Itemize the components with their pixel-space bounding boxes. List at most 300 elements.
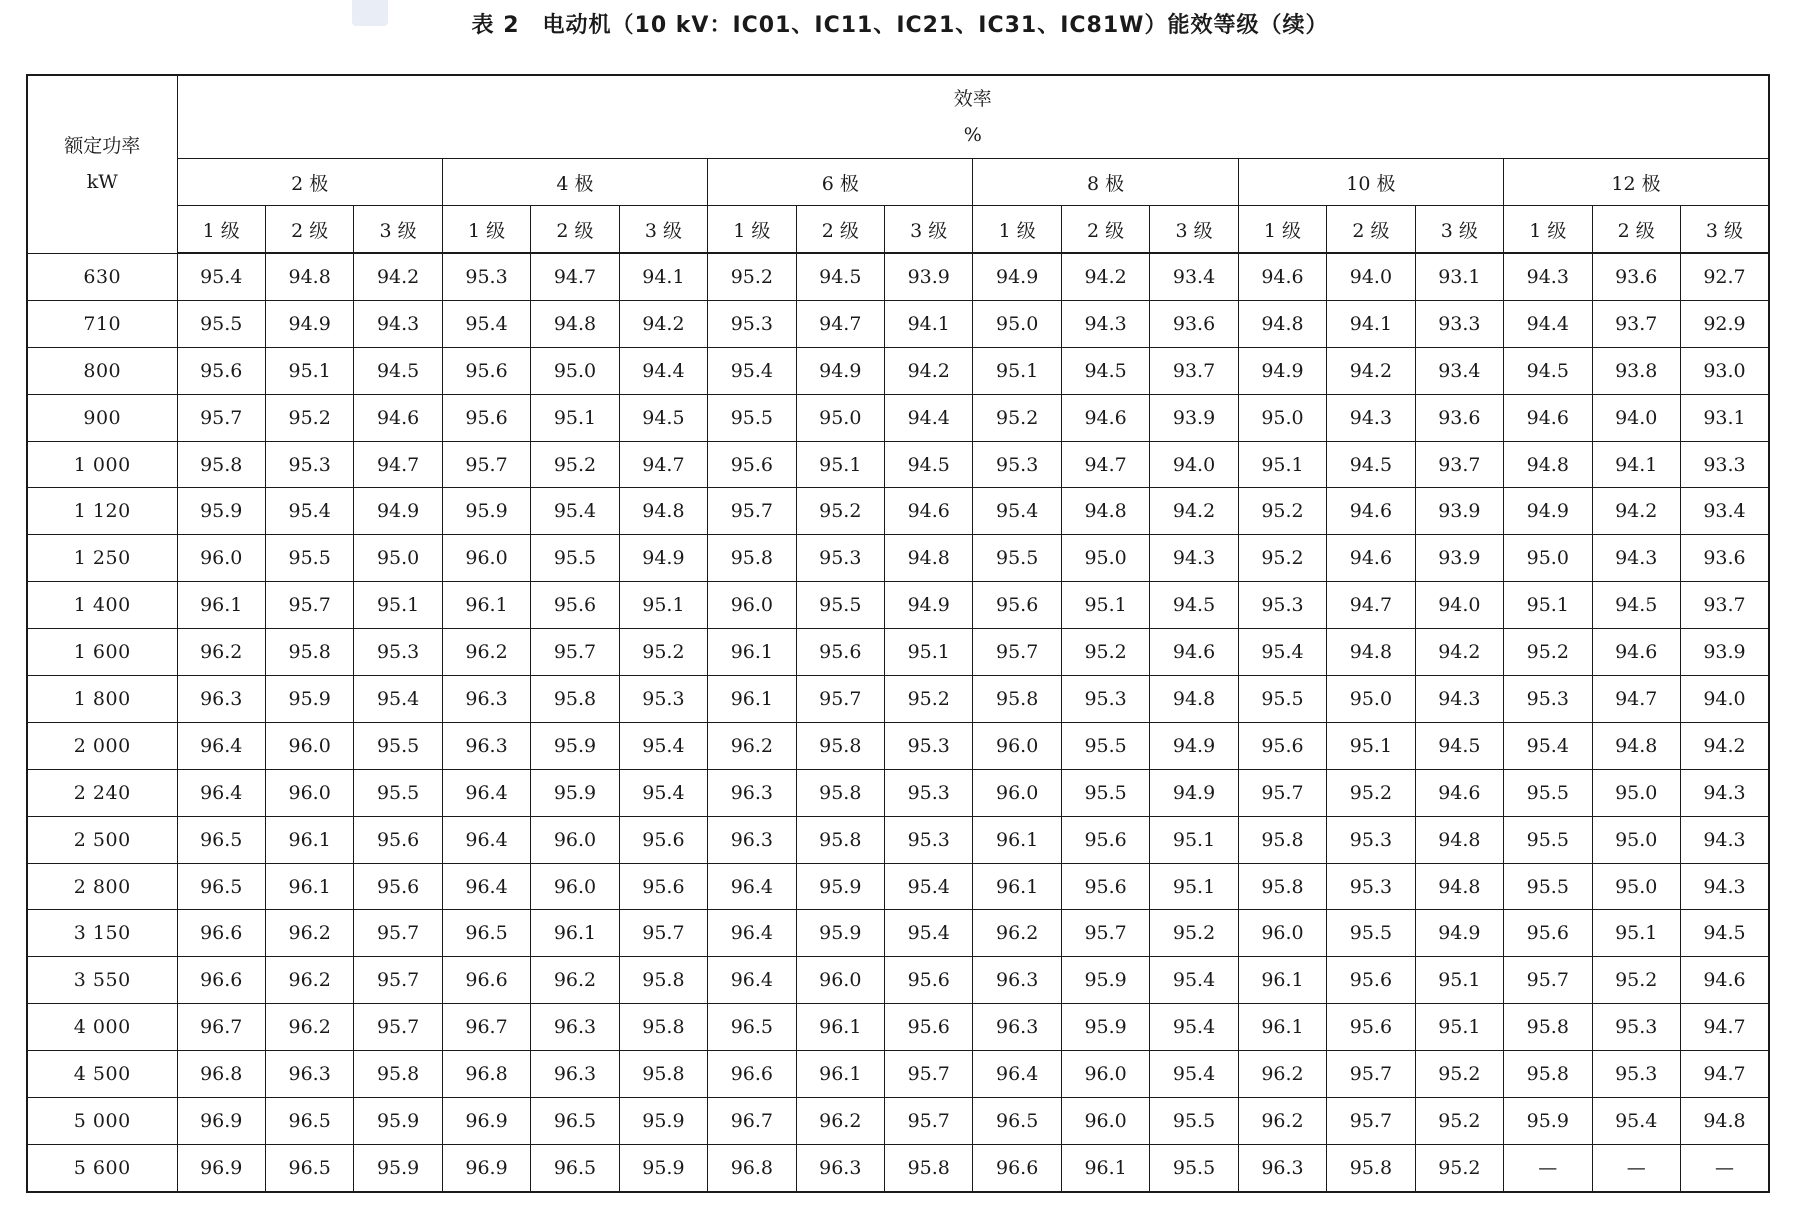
efficiency-cell: 95.7: [1327, 1098, 1415, 1145]
efficiency-cell: 96.9: [177, 1144, 265, 1191]
rated-power-unit: kW: [86, 171, 118, 194]
efficiency-cell: 95.3: [1061, 676, 1149, 723]
efficiency-cell: 95.3: [1504, 676, 1592, 723]
efficiency-cell: 95.8: [885, 1144, 973, 1191]
efficiency-cell: 96.2: [265, 1004, 353, 1051]
efficiency-cell: 95.7: [619, 910, 707, 957]
efficiency-cell: 96.1: [796, 1051, 884, 1098]
efficiency-cell: 93.4: [1415, 347, 1503, 394]
efficiency-cell: 95.3: [885, 722, 973, 769]
grade-header: 1 级: [1504, 206, 1592, 254]
efficiency-cell: 94.7: [619, 441, 707, 488]
efficiency-cell: 94.9: [1415, 910, 1503, 957]
efficiency-cell: 95.4: [885, 910, 973, 957]
efficiency-cell: 94.3: [1150, 535, 1238, 582]
efficiency-label: 效率: [953, 88, 992, 110]
efficiency-cell: 95.6: [619, 863, 707, 910]
efficiency-cell: 94.9: [1504, 488, 1592, 535]
efficiency-cell: 94.3: [1680, 863, 1769, 910]
pole-header: 8 极: [973, 159, 1238, 206]
efficiency-cell: 96.9: [442, 1144, 530, 1191]
efficiency-cell: 96.8: [708, 1144, 796, 1191]
efficiency-cell: 95.3: [1592, 1051, 1680, 1098]
efficiency-cell: 95.5: [1238, 676, 1326, 723]
efficiency-cell: 96.3: [708, 769, 796, 816]
efficiency-cell: 95.2: [1238, 535, 1326, 582]
efficiency-cell: 94.8: [1504, 441, 1592, 488]
efficiency-cell: 96.4: [708, 957, 796, 1004]
efficiency-cell: 96.0: [973, 722, 1061, 769]
efficiency-cell: 96.3: [265, 1051, 353, 1098]
efficiency-cell: 94.2: [1061, 253, 1149, 300]
efficiency-cell: 95.8: [1327, 1144, 1415, 1191]
efficiency-cell: 93.6: [1592, 253, 1680, 300]
rated-power-cell: 1 800: [27, 676, 177, 723]
efficiency-cell: 96.7: [708, 1098, 796, 1145]
efficiency-cell: 95.1: [973, 347, 1061, 394]
efficiency-cell: 94.1: [1327, 300, 1415, 347]
grade-header: 3 级: [885, 206, 973, 254]
rated-power-cell: 5 000: [27, 1098, 177, 1145]
efficiency-cell: 95.4: [885, 863, 973, 910]
efficiency-cell: 94.8: [1150, 676, 1238, 723]
efficiency-cell: 95.7: [885, 1098, 973, 1145]
efficiency-cell: 95.6: [531, 582, 619, 629]
grade-header-row: [27, 206, 1769, 254]
efficiency-cell: 96.0: [796, 957, 884, 1004]
efficiency-cell: 95.5: [1150, 1098, 1238, 1145]
efficiency-cell: 94.9: [1150, 722, 1238, 769]
efficiency-cell: 96.0: [265, 769, 353, 816]
rated-power-cell: 1 600: [27, 629, 177, 676]
efficiency-cell: 95.0: [354, 535, 442, 582]
efficiency-cell: 95.9: [354, 1144, 442, 1191]
efficiency-cell: 94.8: [885, 535, 973, 582]
efficiency-cell: 95.1: [1504, 582, 1592, 629]
efficiency-cell: 93.4: [1680, 488, 1769, 535]
efficiency-cell: 94.6: [1061, 394, 1149, 441]
efficiency-cell: 95.4: [1150, 1051, 1238, 1098]
efficiency-cell: 94.7: [1680, 1004, 1769, 1051]
efficiency-cell: 94.8: [1238, 300, 1326, 347]
efficiency-cell: 96.7: [177, 1004, 265, 1051]
efficiency-cell: 94.2: [619, 300, 707, 347]
efficiency-cell: 93.1: [1415, 253, 1503, 300]
efficiency-cell: 95.6: [1061, 863, 1149, 910]
efficiency-cell: 93.9: [885, 253, 973, 300]
efficiency-cell: 94.9: [885, 582, 973, 629]
efficiency-cell: 96.2: [442, 629, 530, 676]
efficiency-cell: 95.0: [1592, 863, 1680, 910]
efficiency-cell: 95.7: [973, 629, 1061, 676]
efficiency-cell: 95.2: [1061, 629, 1149, 676]
pole-header: 4 极: [442, 159, 707, 206]
efficiency-cell: 95.8: [796, 816, 884, 863]
efficiency-cell: 94.2: [1327, 347, 1415, 394]
efficiency-cell: 96.6: [442, 957, 530, 1004]
efficiency-cell: 96.9: [442, 1098, 530, 1145]
efficiency-cell: 94.8: [619, 488, 707, 535]
table-row: [27, 676, 1769, 723]
table-row: [27, 300, 1769, 347]
efficiency-cell: 95.4: [1238, 629, 1326, 676]
efficiency-cell: 94.5: [619, 394, 707, 441]
table-row: [27, 1004, 1769, 1051]
table-row: [27, 535, 1769, 582]
grade-header: 1 级: [442, 206, 530, 254]
efficiency-cell: 96.5: [442, 910, 530, 957]
grade-header: 1 级: [973, 206, 1061, 254]
efficiency-cell: 95.9: [531, 769, 619, 816]
efficiency-cell: 96.2: [973, 910, 1061, 957]
efficiency-cell: 96.1: [708, 629, 796, 676]
efficiency-cell: 95.2: [619, 629, 707, 676]
efficiency-cell: 94.0: [1327, 253, 1415, 300]
efficiency-cell: 96.1: [1061, 1144, 1149, 1191]
efficiency-cell: 95.0: [1592, 816, 1680, 863]
table-row: [27, 582, 1769, 629]
efficiency-cell: 95.5: [1061, 722, 1149, 769]
efficiency-cell: 94.2: [354, 253, 442, 300]
efficiency-cell: 93.9: [1415, 535, 1503, 582]
efficiency-cell: —: [1680, 1144, 1769, 1191]
efficiency-table: [26, 74, 1770, 1193]
efficiency-cell: 95.6: [1238, 722, 1326, 769]
efficiency-cell: 94.0: [1680, 676, 1769, 723]
efficiency-cell: 96.2: [265, 910, 353, 957]
efficiency-cell: 94.9: [354, 488, 442, 535]
efficiency-cell: 94.8: [1592, 722, 1680, 769]
efficiency-cell: 96.5: [531, 1098, 619, 1145]
grade-header: 2 级: [796, 206, 884, 254]
efficiency-cell: 96.1: [265, 816, 353, 863]
efficiency-cell: 95.3: [1327, 863, 1415, 910]
pole-header: 2 极: [177, 159, 442, 206]
efficiency-cell: 94.2: [1415, 629, 1503, 676]
efficiency-cell: 95.3: [885, 769, 973, 816]
efficiency-cell: 94.5: [1680, 910, 1769, 957]
efficiency-cell: 96.1: [973, 863, 1061, 910]
efficiency-cell: 94.8: [265, 253, 353, 300]
efficiency-cell: 95.4: [531, 488, 619, 535]
pole-header: 10 极: [1238, 159, 1503, 206]
efficiency-cell: 96.1: [1238, 957, 1326, 1004]
efficiency-cell: 95.7: [531, 629, 619, 676]
efficiency-cell: 96.0: [442, 535, 530, 582]
efficiency-cell: 95.2: [796, 488, 884, 535]
rated-power-cell: 2 500: [27, 816, 177, 863]
efficiency-cell: 95.7: [1238, 769, 1326, 816]
efficiency-cell: 95.2: [1415, 1098, 1503, 1145]
efficiency-cell: 96.1: [708, 676, 796, 723]
table-row: [27, 394, 1769, 441]
efficiency-cell: 96.2: [796, 1098, 884, 1145]
grade-header: 3 级: [354, 206, 442, 254]
rated-power-cell: 800: [27, 347, 177, 394]
efficiency-cell: 95.6: [442, 394, 530, 441]
efficiency-cell: 95.9: [796, 863, 884, 910]
table-row: [27, 441, 1769, 488]
efficiency-cell: 95.7: [796, 676, 884, 723]
efficiency-cell: 96.5: [973, 1098, 1061, 1145]
efficiency-cell: 95.2: [708, 253, 796, 300]
efficiency-cell: 95.9: [177, 488, 265, 535]
table-row: [27, 347, 1769, 394]
efficiency-cell: 93.9: [1680, 629, 1769, 676]
efficiency-cell: 94.4: [1504, 300, 1592, 347]
efficiency-cell: 94.0: [1592, 394, 1680, 441]
efficiency-cell: 94.7: [1327, 582, 1415, 629]
efficiency-cell: 94.6: [1327, 488, 1415, 535]
efficiency-cell: 95.2: [1592, 957, 1680, 1004]
rated-power-cell: 1 250: [27, 535, 177, 582]
efficiency-cell: —: [1504, 1144, 1592, 1191]
efficiency-unit: %: [963, 124, 982, 146]
efficiency-cell: 93.6: [1150, 300, 1238, 347]
efficiency-cell: 95.6: [354, 863, 442, 910]
efficiency-cell: 95.2: [1415, 1051, 1503, 1098]
efficiency-cell: 95.6: [177, 347, 265, 394]
grade-header: 2 级: [1592, 206, 1680, 254]
rated-power-cell: 630: [27, 253, 177, 300]
grade-header: 1 级: [1238, 206, 1326, 254]
efficiency-cell: 95.3: [1592, 1004, 1680, 1051]
rated-power-cell: 2 240: [27, 769, 177, 816]
efficiency-cell: 94.4: [885, 394, 973, 441]
efficiency-cell: 95.5: [973, 535, 1061, 582]
table-row: [27, 629, 1769, 676]
efficiency-cell: 95.9: [619, 1098, 707, 1145]
efficiency-cell: 96.1: [973, 816, 1061, 863]
efficiency-cell: 96.2: [177, 629, 265, 676]
table-row: [27, 1098, 1769, 1145]
efficiency-cell: 96.5: [531, 1144, 619, 1191]
efficiency-cell: 96.3: [708, 816, 796, 863]
table-row: [27, 769, 1769, 816]
efficiency-cell: 95.2: [973, 394, 1061, 441]
rated-power-label: 额定功率: [64, 135, 141, 158]
efficiency-cell: 95.0: [1061, 535, 1149, 582]
efficiency-cell: 96.1: [796, 1004, 884, 1051]
efficiency-cell: 95.3: [354, 629, 442, 676]
efficiency-cell: 95.9: [354, 1098, 442, 1145]
efficiency-cell: 95.8: [796, 769, 884, 816]
efficiency-cell: 95.7: [442, 441, 530, 488]
efficiency-cell: 94.3: [1592, 535, 1680, 582]
efficiency-cell: 95.1: [1238, 441, 1326, 488]
efficiency-cell: 94.3: [1327, 394, 1415, 441]
efficiency-cell: 94.7: [1592, 676, 1680, 723]
efficiency-cell: 95.1: [354, 582, 442, 629]
efficiency-cell: 95.7: [265, 582, 353, 629]
efficiency-cell: 96.0: [1238, 910, 1326, 957]
efficiency-cell: 95.9: [442, 488, 530, 535]
efficiency-cell: 96.4: [708, 910, 796, 957]
efficiency-cell: 95.8: [177, 441, 265, 488]
efficiency-cell: 95.6: [885, 957, 973, 1004]
efficiency-cell: 95.2: [1415, 1144, 1503, 1191]
table-row: [27, 488, 1769, 535]
rated-power-cell: 4 000: [27, 1004, 177, 1051]
efficiency-cell: 95.7: [354, 1004, 442, 1051]
efficiency-cell: 94.5: [354, 347, 442, 394]
efficiency-cell: 94.9: [1150, 769, 1238, 816]
grade-header: 3 级: [619, 206, 707, 254]
grade-header: 2 级: [1327, 206, 1415, 254]
efficiency-cell: —: [1592, 1144, 1680, 1191]
efficiency-cell: 95.6: [1327, 1004, 1415, 1051]
efficiency-cell: 93.9: [1415, 488, 1503, 535]
efficiency-cell: 96.0: [177, 535, 265, 582]
efficiency-cell: 96.0: [265, 722, 353, 769]
efficiency-cell: 95.4: [619, 722, 707, 769]
efficiency-cell: 96.2: [531, 957, 619, 1004]
efficiency-cell: 95.9: [1061, 1004, 1149, 1051]
efficiency-cell: 94.9: [1238, 347, 1326, 394]
efficiency-cell: 94.3: [1415, 676, 1503, 723]
efficiency-cell: 94.5: [1061, 347, 1149, 394]
pole-header: 12 极: [1504, 159, 1769, 206]
efficiency-cell: 95.1: [885, 629, 973, 676]
efficiency-cell: 95.8: [265, 629, 353, 676]
efficiency-cell: 96.4: [177, 722, 265, 769]
efficiency-cell: 94.5: [1150, 582, 1238, 629]
efficiency-cell: 96.0: [531, 816, 619, 863]
efficiency-cell: 95.6: [1061, 816, 1149, 863]
grade-header: 3 级: [1680, 206, 1769, 254]
efficiency-cell: 96.2: [708, 722, 796, 769]
efficiency-cell: 94.9: [619, 535, 707, 582]
efficiency-cell: 94.3: [354, 300, 442, 347]
efficiency-cell: 96.3: [442, 676, 530, 723]
efficiency-cell: 95.7: [885, 1051, 973, 1098]
efficiency-header: [177, 75, 1769, 159]
efficiency-cell: 95.7: [1327, 1051, 1415, 1098]
efficiency-cell: 96.6: [708, 1051, 796, 1098]
efficiency-cell: 95.4: [1150, 957, 1238, 1004]
efficiency-cell: 95.1: [796, 441, 884, 488]
efficiency-cell: 95.3: [885, 816, 973, 863]
efficiency-cell: 96.5: [265, 1098, 353, 1145]
efficiency-cell: 95.4: [619, 769, 707, 816]
efficiency-cell: 94.7: [354, 441, 442, 488]
efficiency-cell: 96.1: [1238, 1004, 1326, 1051]
efficiency-cell: 95.0: [1592, 769, 1680, 816]
efficiency-cell: 95.9: [619, 1144, 707, 1191]
efficiency-cell: 95.8: [1504, 1004, 1592, 1051]
efficiency-cell: 95.7: [354, 957, 442, 1004]
efficiency-cell: 95.6: [619, 816, 707, 863]
efficiency-cell: 95.4: [354, 676, 442, 723]
efficiency-cell: 93.7: [1680, 582, 1769, 629]
efficiency-cell: 96.3: [973, 1004, 1061, 1051]
efficiency-cell: 94.2: [1592, 488, 1680, 535]
efficiency-cell: 95.5: [1150, 1144, 1238, 1191]
efficiency-cell: 95.4: [1150, 1004, 1238, 1051]
efficiency-cell: 96.6: [177, 957, 265, 1004]
efficiency-cell: 96.3: [1238, 1144, 1326, 1191]
efficiency-cell: 95.1: [1592, 910, 1680, 957]
efficiency-cell: 94.8: [1680, 1098, 1769, 1145]
efficiency-cell: 95.2: [1327, 769, 1415, 816]
efficiency-cell: 94.6: [1150, 629, 1238, 676]
efficiency-cell: 96.2: [1238, 1051, 1326, 1098]
efficiency-cell: 95.8: [708, 535, 796, 582]
efficiency-cell: 95.9: [1504, 1098, 1592, 1145]
efficiency-cell: 95.3: [796, 535, 884, 582]
efficiency-cell: 95.0: [1327, 676, 1415, 723]
efficiency-cell: 95.6: [708, 441, 796, 488]
efficiency-cell: 95.7: [354, 910, 442, 957]
efficiency-cell: 95.4: [265, 488, 353, 535]
efficiency-cell: 95.5: [1504, 769, 1592, 816]
efficiency-cell: 95.5: [1504, 816, 1592, 863]
efficiency-cell: 96.4: [442, 769, 530, 816]
efficiency-cell: 94.7: [1061, 441, 1149, 488]
efficiency-cell: 95.5: [531, 535, 619, 582]
efficiency-cell: 96.5: [177, 863, 265, 910]
efficiency-cell: 94.5: [1592, 582, 1680, 629]
efficiency-cell: 95.1: [1061, 582, 1149, 629]
efficiency-cell: 95.9: [265, 676, 353, 723]
efficiency-cell: 95.4: [442, 300, 530, 347]
efficiency-cell: 95.6: [442, 347, 530, 394]
efficiency-cell: 94.6: [1327, 535, 1415, 582]
efficiency-cell: 96.0: [708, 582, 796, 629]
efficiency-cell: 96.3: [531, 1051, 619, 1098]
efficiency-cell: 96.3: [177, 676, 265, 723]
efficiency-cell: 94.7: [531, 253, 619, 300]
rated-power-cell: 900: [27, 394, 177, 441]
efficiency-cell: 92.7: [1680, 253, 1769, 300]
efficiency-cell: 93.7: [1592, 300, 1680, 347]
efficiency-cell: 95.6: [885, 1004, 973, 1051]
efficiency-cell: 93.8: [1592, 347, 1680, 394]
efficiency-cell: 96.5: [177, 816, 265, 863]
efficiency-cell: 93.3: [1415, 300, 1503, 347]
efficiency-cell: 95.8: [796, 722, 884, 769]
efficiency-cell: 94.0: [1150, 441, 1238, 488]
efficiency-cell: 96.1: [265, 863, 353, 910]
efficiency-cell: 95.1: [1150, 816, 1238, 863]
efficiency-cell: 94.1: [885, 300, 973, 347]
efficiency-cell: 96.6: [177, 910, 265, 957]
efficiency-cell: 94.6: [1680, 957, 1769, 1004]
efficiency-cell: 95.3: [973, 441, 1061, 488]
efficiency-cell: 93.0: [1680, 347, 1769, 394]
efficiency-cell: 95.1: [1415, 1004, 1503, 1051]
efficiency-cell: 94.6: [354, 394, 442, 441]
efficiency-cell: 96.0: [973, 769, 1061, 816]
efficiency-cell: 95.5: [708, 394, 796, 441]
efficiency-cell: 95.2: [531, 441, 619, 488]
table-header: [27, 75, 1769, 253]
rated-power-cell: 5 600: [27, 1144, 177, 1191]
efficiency-cell: 95.0: [531, 347, 619, 394]
efficiency-cell: 95.1: [619, 582, 707, 629]
efficiency-cell: 96.3: [531, 1004, 619, 1051]
efficiency-cell: 96.0: [531, 863, 619, 910]
efficiency-cell: 95.5: [177, 300, 265, 347]
table-row: [27, 863, 1769, 910]
efficiency-cell: 94.8: [1327, 629, 1415, 676]
table-row: [27, 722, 1769, 769]
efficiency-cell: 93.9: [1150, 394, 1238, 441]
efficiency-cell: 94.1: [619, 253, 707, 300]
grade-header: 3 级: [1415, 206, 1503, 254]
efficiency-cell: 94.5: [1504, 347, 1592, 394]
efficiency-cell: 95.2: [1150, 910, 1238, 957]
